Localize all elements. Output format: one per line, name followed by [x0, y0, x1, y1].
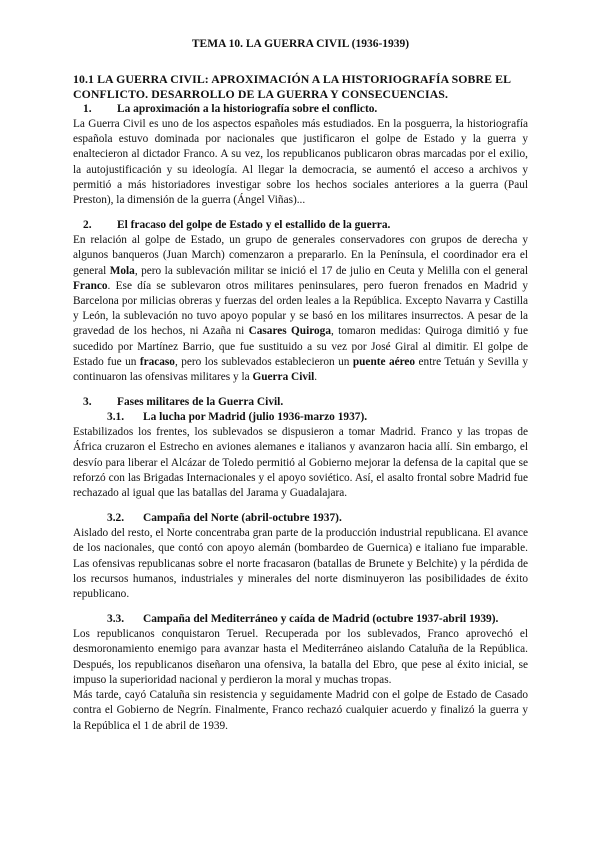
bold-term: Guerra Civil	[252, 371, 315, 384]
section-3-heading	[73, 395, 528, 410]
subsection-number: 3.3.	[107, 613, 125, 626]
section-1-text: La Guerra Civil es uno de los aspectos españoles más estudiados. En la posguerra, la historiografía española estuvo dominada por nacionales que justificaron el golpe de Estado y la guerra y enaltecieron al dictador Franco. A su vez, los republicanos publicaron obras marcadas por el exilio, la autojustificación y su ideología. Al llegar la democracia, se aumentó el acceso a archivos y permitió a más historiadores investigar sobre los hechos sociales anteriores a la guerra (Paul Preston), la dimensión de la guerra (Ángel Viñas)...	[73, 118, 528, 207]
section-number: 2.	[83, 219, 92, 232]
section-title: El fracaso del golpe de Estado y el estallido de la guerra.	[117, 219, 391, 232]
subsection-3-1-text: Estabilizados los frentes, los sublevados se dispusieron a tomar Madrid. Franco y las tropas de África cruzaron el Estrecho en aviones alemanes e italianos y avanzaron hacia allí. Sin embargo, el desvío para liberar el Alcázar de Toledo permitió al Gobierno mejorar la defensa de la capital que se reforzó con las Brigadas Internacionales y el apoyo soviético. Así, el asalto frontal sobre Madrid fue rechazado al igual que las batallas del Jarama y Guadalajara.	[73, 426, 528, 500]
subsection-3-2-heading	[73, 511, 528, 526]
text-run: .	[314, 371, 318, 384]
text-run: , pero los sublevados establecieron un	[174, 355, 353, 368]
bold-term: Franco	[73, 279, 108, 292]
subsection-title: Campaña del Mediterráneo y caída de Madrid (octubre 1937-abril 1939).	[143, 613, 499, 626]
subsection-3-3-text: Los republicanos conquistaron Teruel. Recuperada por los sublevados, Franco aprovechó el desmoronamiento enemigo para avanzar hasta el Mediterráneo aislando Cataluña de la República. Después, los republicanos diseñaron una ofensiva, la batalla del Ebro, que pese al éxito inicial, se impuso la superioridad nacional y perdieron la moral y muchas tropas.	[73, 628, 528, 686]
section-title: Fases militares de la Guerra Civil.	[117, 396, 284, 409]
section-title: La aproximación a la historiografía sobre el conflicto.	[117, 103, 378, 115]
document-title: TEMA 10. LA GUERRA CIVIL (1936-1939)	[191, 38, 410, 50]
text-run: , tomaron medidas: Quiroga dimitió y fue sucedido por Martínez Barrio, que fue sustituido a su vez por José Giral al dimitir. El golpe de Estado fue un	[73, 325, 528, 368]
section-2-heading	[73, 218, 528, 233]
subsection-title: Campaña del Norte (abril-octubre 1937).	[143, 512, 342, 525]
text-run: , pero la sublevación militar se inició el 17 de julio en Ceuta y Melilla con el general	[134, 264, 528, 277]
bold-term: fracaso	[139, 355, 175, 368]
subsection-3-3-heading	[73, 612, 528, 627]
text-run: entre Tetuán y Sevilla y continuaron las ofensivas militares y la	[73, 355, 528, 384]
bold-term: puente aéreo	[352, 355, 416, 368]
section-number: 3.	[83, 396, 92, 409]
subsection-3-3-text-continued: Más tarde, cayó Cataluña sin resistencia y seguidamente Madrid con el golpe de Estado de Casado contra el Gobierno de Negrín. Finalmente, Franco rechazó cualquier acuerdo y finalizó la guerra y la República el 1 de abril de 1939.	[73, 689, 528, 732]
subsection-number: 3.1.	[107, 411, 125, 424]
subsection-title: La lucha por Madrid (julio 1936-marzo 1937).	[143, 411, 368, 424]
subsection-3-1-heading	[73, 410, 528, 425]
main-heading: 10.1 LA GUERRA CIVIL: APROXIMACIÓN A LA HISTORIOGRAFÍA SOBRE EL CONFLICTO. DESARROLLO DE LA GUERRA Y CONSECUENCIAS.	[73, 72, 511, 101]
text-run: . Ese día se sublevaron otros militares peninsulares, pero fueron frenados en Madrid y Barcelona por milicias obreras y fuerzas del orden leales a la República. Excepto Navarra y Castilla y León, la sublevación no tuvo apoyo popular y se basó en los militares insurrectos. A pesar de la gravedad de los hechos, ni Azaña ni	[73, 279, 528, 338]
bold-term: Mola	[109, 264, 135, 277]
section-number: 1.	[83, 103, 92, 115]
text-run: En relación al golpe de Estado, un grupo de generales conservadores con grupos de derecha y algunos banqueros (Juan March) comenzaron a prepararlo. En la Península, el coordinador era el general	[73, 234, 528, 277]
section-2-text	[73, 233, 528, 385]
subsection-3-2-text: Aislado del resto, el Norte concentraba gran parte de la producción industrial republicana. El avance de los nacionales, que contó con apoyo alemán (bombardeo de Guernica) e italiano fue imparable. Las ofensivas republicanas sobre el norte fracasaron (batallas de Brunete y Belchite) y la pérdida de los recursos humanos, industriales y minerales del norte disminuyeron las posibilidades de éxito republicano.	[73, 527, 528, 601]
section-1-heading	[73, 102, 528, 117]
bold-term: Casares Quiroga	[248, 325, 331, 338]
document-page	[73, 36, 528, 734]
subsection-number: 3.2.	[107, 512, 125, 525]
